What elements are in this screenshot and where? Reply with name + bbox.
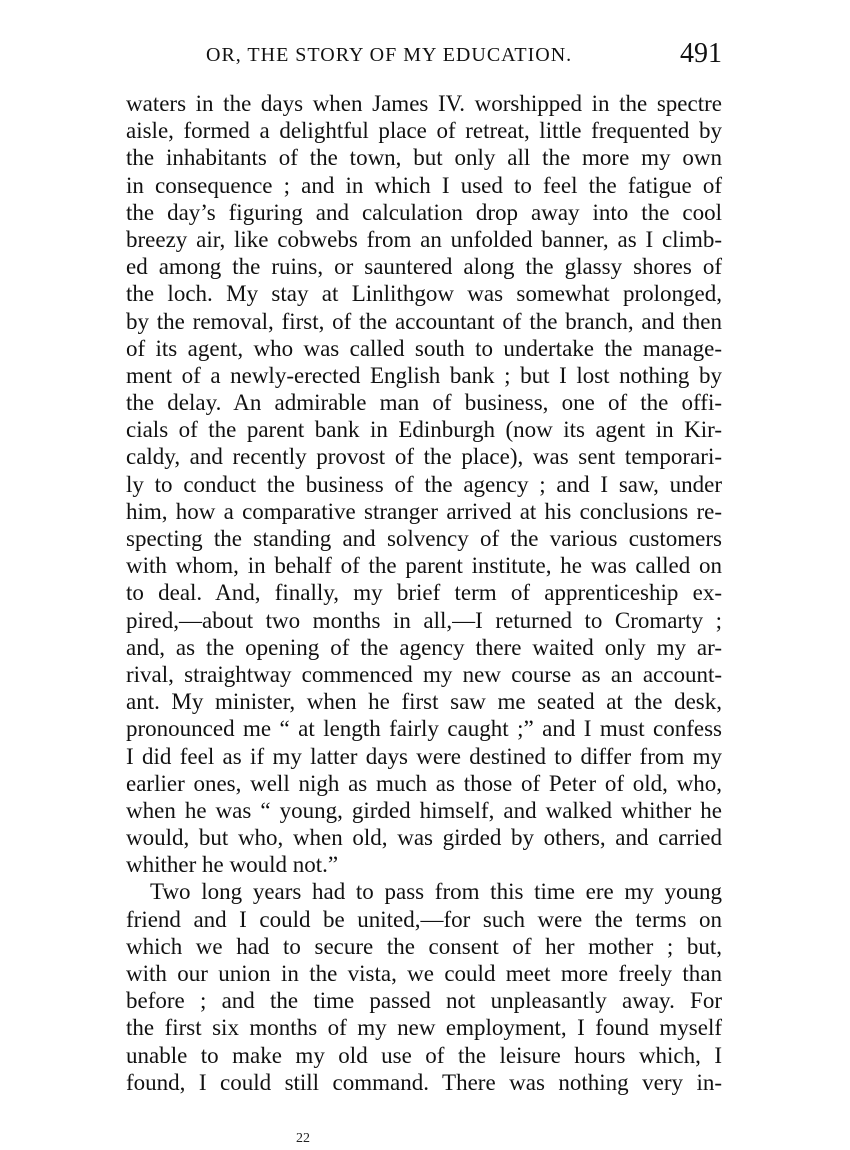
page-number: 491 [680, 38, 722, 69]
text-line: waters in the days when James IV. worshipped in the spectre [126, 91, 722, 116]
text-line: the day’s figuring and calculation drop away into the cool [126, 199, 722, 225]
running-header [126, 38, 722, 72]
text-line: friend and I could be united,—for such were the terms on [126, 906, 722, 932]
text-line: rival, straightway commenced my new course as an account- [126, 661, 722, 687]
text-line: when he was “ young, girded himself, and walked whither he [126, 797, 722, 823]
text-line: ed among the ruins, or sauntered along the glassy shores of [126, 254, 722, 280]
text-line: in consequence ; and in which I used to feel the fatigue of [126, 172, 722, 198]
text-line: I did feel as if my latter days were destined to differ from my [126, 743, 722, 769]
text-line: the delay. An admirable man of business, one of the offi- [126, 390, 722, 416]
text-line: him, how a comparative stranger arrived at his conclusions re- [126, 498, 722, 524]
text-line: pired,—about two months in all,—I returned to Cromarty ; [126, 607, 722, 633]
text-line: would, but who, when old, was girded by others, and carried [126, 825, 722, 851]
text-line: ly to conduct the business of the agency ; and I saw, under [126, 471, 722, 497]
text-line: ant. My minister, when he first saw me seated at the desk, [126, 689, 722, 715]
text-line: unable to make my old use of the leisure hours which, I [126, 1042, 722, 1068]
text-line: which we had to secure the consent of her mother ; but, [126, 933, 722, 959]
text-line: breezy air, like cobwebs from an unfolded banner, as I climb- [126, 226, 722, 252]
text-line: ment of a newly-erected English bank ; but I lost nothing by [126, 362, 722, 388]
text-line: pronounced me “ at length fairly caught ;” and I must confess [126, 716, 722, 742]
text-line: with our union in the vista, we could meet more freely than [126, 961, 722, 986]
text-line: cials of the parent bank in Edinburgh (now its agent in Kir- [126, 417, 722, 443]
text-line: of its agent, who was called south to undertake the manage- [126, 335, 722, 361]
running-title: OR, THE STORY OF MY EDUCATION. [206, 44, 573, 66]
text-line: and, as the opening of the agency there waited only my ar- [126, 634, 722, 660]
text-line: earlier ones, well nigh as much as those of Peter of old, who, [126, 770, 722, 796]
text-line: the loch. My stay at Linlithgow was somewhat prolonged, [126, 281, 722, 307]
signature-mark: 22 [296, 1132, 310, 1146]
text-line: with whom, in behalf of the parent institute, he was called on [126, 553, 722, 579]
body-text [126, 90, 722, 1096]
text-line: aisle, formed a delightful place of retreat, little frequented by [126, 118, 722, 144]
text-line: caldy, and recently provost of the place), was sent temporari- [126, 444, 722, 470]
text-line: before ; and the time passed not unpleasantly away. For [126, 988, 722, 1014]
text-line: the first six months of my new employment, I found myself [126, 1015, 722, 1041]
text-line: specting the standing and solvency of the various customers [126, 526, 722, 551]
text-line: Two long years had to pass from this time ere my young [150, 879, 722, 905]
text-line: by the removal, first, of the accountant of the branch, and then [126, 308, 722, 334]
text-line: the inhabitants of the town, but only all the more my own [126, 145, 722, 171]
text-line: found, I could still command. There was nothing very in- [126, 1069, 722, 1095]
text-line: whither he would not.” [126, 852, 339, 878]
text-line: to deal. And, finally, my brief term of apprenticeship ex- [126, 580, 722, 606]
